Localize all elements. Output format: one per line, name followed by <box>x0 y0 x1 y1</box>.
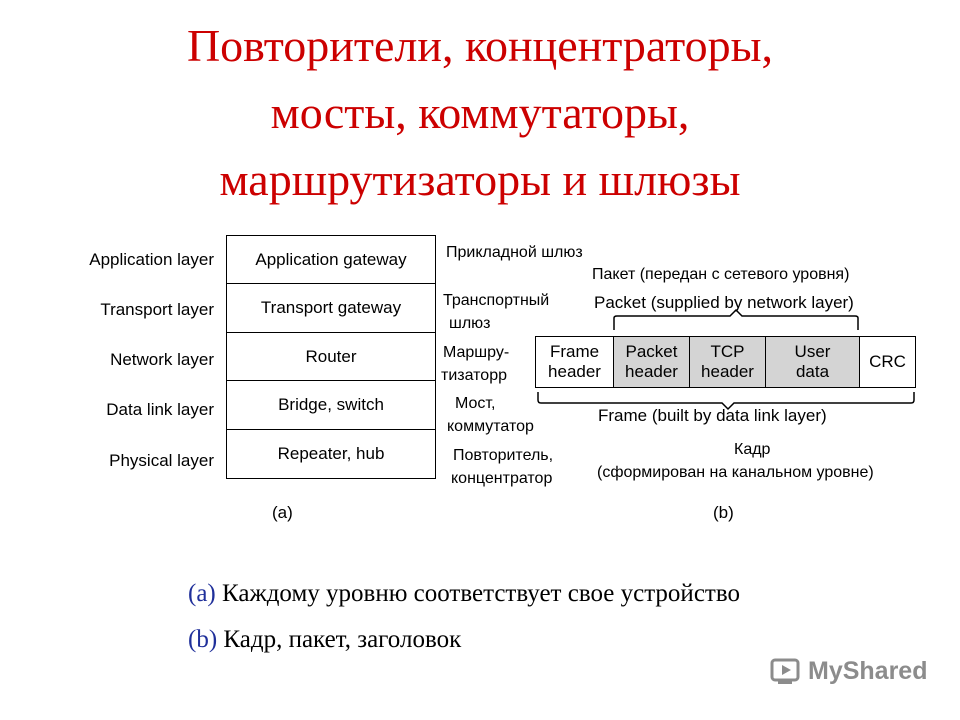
diagram-b-label: (b) <box>713 503 734 522</box>
field-user-data-line2: data <box>795 362 830 381</box>
frame-ru-label-1: Кадр <box>734 441 771 458</box>
field-frame-header <box>536 337 614 387</box>
title-line-2: мосты, коммутаторы, <box>270 87 690 138</box>
caption-b-text: Кадр, пакет, заголовок <box>223 626 462 653</box>
field-crc-line1: CRC <box>869 352 906 371</box>
ru-router-2: тизаторр <box>441 367 507 384</box>
ru-router-1: Маршру- <box>443 344 510 361</box>
ru-app-gateway: Прикладной шлюз <box>446 244 583 261</box>
field-tcp-header <box>690 337 766 387</box>
frame-ru-label-2: (сформирован на канальном уровне) <box>597 464 874 481</box>
layer-label-transport: Transport layer <box>100 300 214 319</box>
title-line-3: маршрутизаторы и шлюзы <box>219 154 741 205</box>
mediaplayer-logo-icon <box>770 656 804 686</box>
packet-ru-label: Пакет (передан с сетевого уровня) <box>592 266 850 283</box>
device-bridge-switch: Bridge, switch <box>226 380 436 430</box>
watermark-text: MyShared <box>808 656 928 685</box>
packet-bracket <box>614 310 858 330</box>
layer-label-network: Network layer <box>110 350 214 369</box>
field-tcp-header-line2: header <box>701 362 754 381</box>
layer-label-data-link: Data link layer <box>106 400 214 419</box>
field-packet-header <box>614 337 690 387</box>
device-repeater-hub: Repeater, hub <box>226 429 436 479</box>
field-frame-header-line1: Frame <box>549 342 600 361</box>
title-line-1: Повторители, концентраторы, <box>186 20 774 71</box>
device-transport-gateway: Transport gateway <box>226 283 436 333</box>
layer-label-physical: Physical layer <box>109 451 214 470</box>
ru-repeater-1: Повторитель, <box>453 447 554 464</box>
ru-transport-gw-2: шлюз <box>449 315 491 332</box>
watermark <box>770 656 927 686</box>
field-user-data-line1: User <box>794 342 831 361</box>
packet-en-label: Packet (supplied by network layer) <box>594 293 854 312</box>
device-application-gateway: Application gateway <box>226 235 436 285</box>
device-router: Router <box>226 332 436 382</box>
ru-transport-gw-1: Транспортный <box>443 292 550 309</box>
field-frame-header-line2: header <box>548 362 601 381</box>
field-packet-header-line1: Packet <box>625 342 678 361</box>
caption-a-text: Каждому уровню соответствует свое устройство <box>222 580 740 607</box>
diagram-a-label: (a) <box>272 503 293 522</box>
field-tcp-header-line1: TCP <box>710 342 745 361</box>
field-user-data <box>766 337 860 387</box>
field-crc <box>860 337 915 387</box>
ru-bridge-2: коммутатор <box>447 418 534 435</box>
caption-a <box>188 580 740 608</box>
layer-label-application: Application layer <box>89 250 214 269</box>
caption-a-tag: (a) <box>188 580 216 607</box>
ru-bridge-1: Мост, <box>455 395 496 412</box>
ru-repeater-2: концентратор <box>451 470 553 487</box>
frame-en-label: Frame (built by data link layer) <box>598 406 827 425</box>
field-packet-header-line2: header <box>625 362 678 381</box>
caption-b-tag: (b) <box>188 626 218 653</box>
caption-b <box>188 626 461 654</box>
frame-structure <box>535 336 916 388</box>
